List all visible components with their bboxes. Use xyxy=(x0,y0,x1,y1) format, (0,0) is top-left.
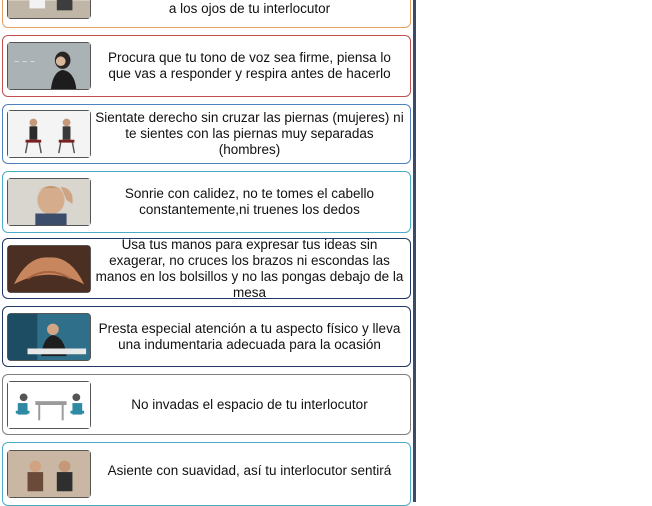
tip-card xyxy=(2,374,411,435)
tip-text: Asiente con suavidad, así tu interlocutor sentirá xyxy=(107,463,392,478)
tip-text: Sonrie con calidez, no te tomes el cabello constantemente,ni truenes los dedos xyxy=(124,186,375,217)
two-people-seated-photo xyxy=(7,110,91,158)
tip-card xyxy=(2,0,411,28)
tip-card xyxy=(2,171,411,233)
tip-card xyxy=(2,104,411,164)
tip-card xyxy=(2,442,411,506)
tip-card xyxy=(2,35,411,97)
tip-text: Usa tus manos para expresar tus ideas sin exagerar, no cruces los brazos ni escondas las manos en los bolsillos y no las pongas debajo de la mesa xyxy=(95,236,404,300)
desk-chairs-illustration xyxy=(7,381,91,429)
man-touching-hair-photo xyxy=(7,178,91,226)
office-meeting-photo xyxy=(7,0,91,19)
businessman-desk-photo xyxy=(7,313,91,361)
svg-text:~ ~ ~: ~ ~ ~ xyxy=(13,58,36,67)
woman-speaking-photo xyxy=(7,42,91,90)
people-talking-photo xyxy=(7,450,91,498)
tip-text: Procura que tu tono de voz sea firme, piensa lo que vas a responder y respira antes de hacerlo xyxy=(108,50,391,81)
hands-gesture-photo xyxy=(7,245,91,293)
tip-text: a los ojos de tu interlocutor xyxy=(168,1,331,16)
tip-text: Presta especial atención a tu aspecto físico y lleva una indumentaria adecuada para la ocasión xyxy=(98,320,401,352)
tip-text: No invadas el espacio de tu interlocutor xyxy=(131,396,368,412)
tip-text: Sientate derecho sin cruzar las piernas (mujeres) ni te sientes con las piernas muy separadas (hombres) xyxy=(95,110,404,157)
tip-card xyxy=(2,238,411,299)
tip-card xyxy=(2,306,411,367)
